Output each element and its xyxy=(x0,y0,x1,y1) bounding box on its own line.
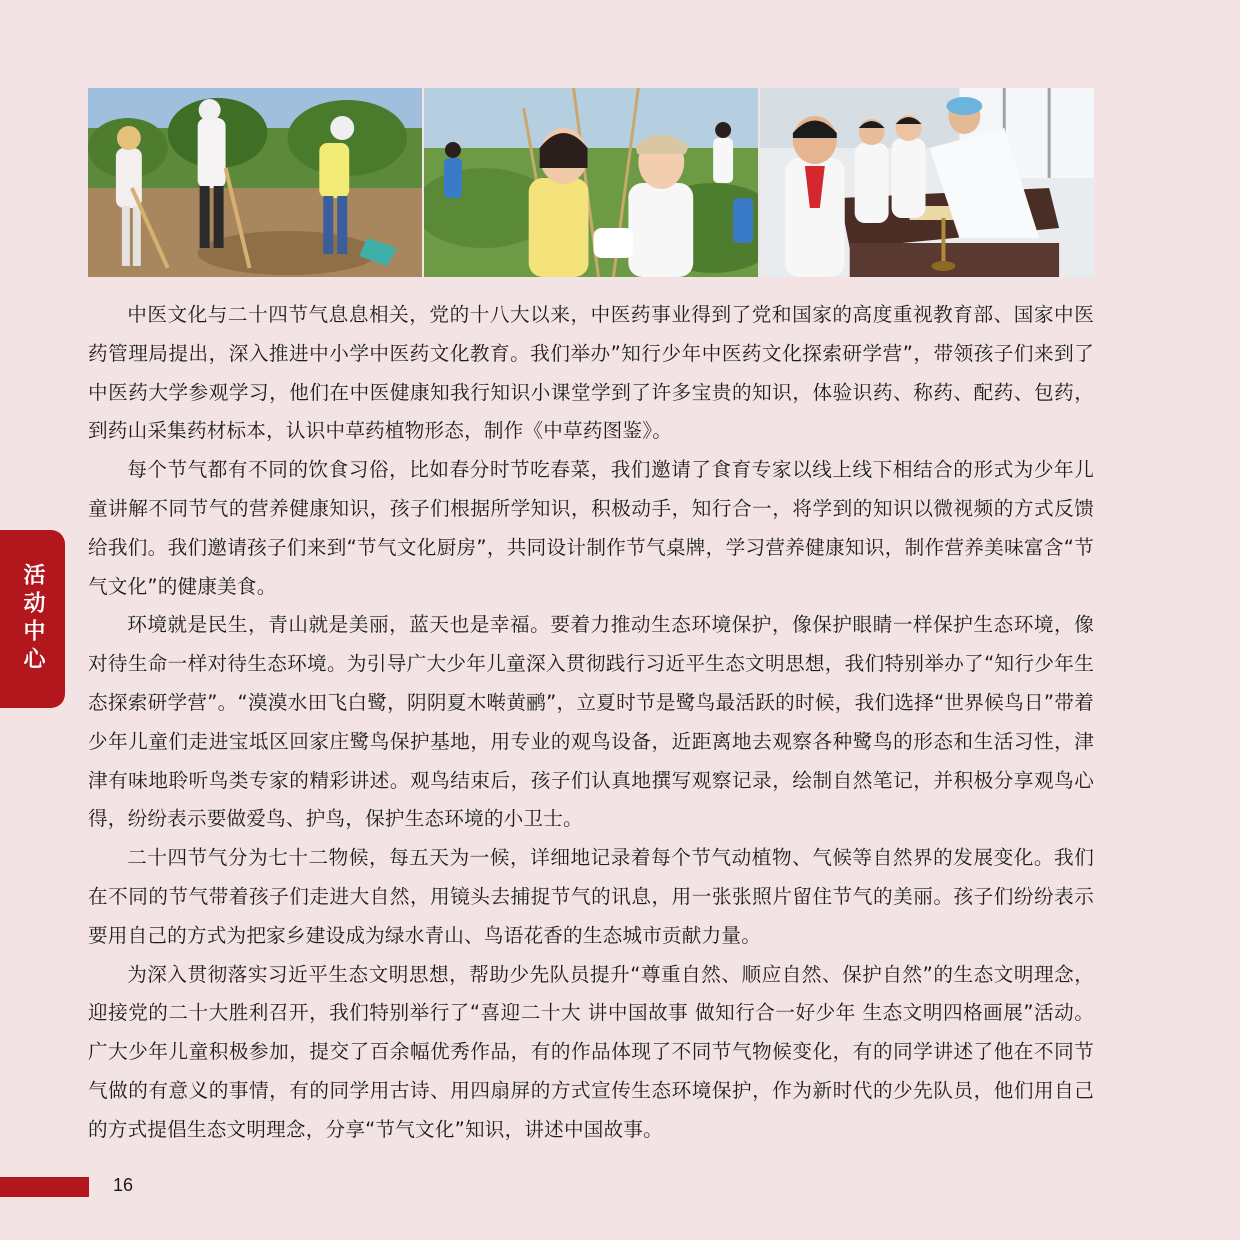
article-paragraph: 每个节气都有不同的饮食习俗，比如春分时节吃春菜，我们邀请了食育专家以线上线下相结合的形式为少年儿童讲解不同节气的营养健康知识，孩子们根据所学知识，积极动手，知行合一，将学到的知识以微视频的方式反馈给我们。我们邀请孩子们来到“节气文化厨房”，共同设计制作节气桌牌，学习营养健康知识，制作营养美味富含“节气文化”的健康美食。 xyxy=(88,458,1094,598)
section-label: 活动中心 xyxy=(20,563,45,675)
article-paragraph: 环境就是民生，青山就是美丽，蓝天也是幸福。要着力推动生态环境保护，像保护眼睛一样保护生态环境，像对待生命一样对待生态环境。为引导广大少年儿童深入贯彻践行习近平生态文明思想，我们特别举办了“知行少年生态探索研学营”。“漠漠水田飞白鹭，阴阴夏木啭黄鹂”，立夏时节是鹭鸟最活跃的时候，我们选择“世界候鸟日”带着少年儿童们走进宝坻区回家庄鹭鸟保护基地，用专业的观鸟设备，近距离地去观察各种鹭鸟的形态和生活习性，津津有味地聆听鸟类专家的精彩讲述。观鸟结束后，孩子们认真地撰写观察记录，绘制自然笔记，并积极分享观鸟心得，纷纷表示要做爱鸟、护鸟，保护生态环境的小卫士。 xyxy=(88,613,1094,831)
photo-digging-orchard xyxy=(88,88,422,277)
photo-strip xyxy=(88,88,1094,277)
article-body xyxy=(88,296,1094,1150)
article-paragraph: 二十四节气分为七十二物候，每五天为一候，详细地记录着每个节气动植物、气候等自然界的发展变化。我们在不同的节气带着孩子们走进大自然，用镜头去捕捉节气的讯息，用一张张照片留住节气的美丽。孩子们纷纷表示要用自己的方式为把家乡建设成为绿水青山、鸟语花香的生态城市贡献力量。 xyxy=(88,846,1094,947)
article-paragraph: 为深入贯彻落实习近平生态文明思想，帮助少先队员提升“尊重自然、顺应自然、保护自然”的生态文明理念，迎接党的二十大胜利召开，我们特别举行了“喜迎二十大 讲中国故事 做知行合一好少年 生态文明四格画展”活动。广大少年儿童积极参加，提交了百余幅优秀作品，有的作品体现了不同节气物候变化，有的同学讲述了他在不同节气做的有意义的事情，有的同学用古诗、用四扇屏的方式宣传生态环境保护，作为新时代的少先队员，他们用自己的方式提倡生态文明理念，分享“节气文化”知识，讲述中国故事。 xyxy=(88,962,1094,1141)
section-side-tab xyxy=(0,530,65,708)
page-number: 16 xyxy=(113,1175,134,1195)
photo-classroom-doctor xyxy=(760,88,1094,277)
article-paragraph: 中医文化与二十四节气息息相关，党的十八大以来，中医药事业得到了党和国家的高度重视教育部、国家中医药管理局提出，深入推进中小学中医药文化教育。我们举办”知行少年中医药文化探索研学营”，带领孩子们来到了中医药大学参观学习，他们在中医健康知我行知识小课堂学到了许多宝贵的知识，体验识药、称药、配药、包药，到药山采集药材标本，认识中草药植物形态，制作《中草药图鉴》。 xyxy=(88,303,1095,443)
footer-accent-bar xyxy=(0,1177,89,1197)
photo-field-stakes xyxy=(424,88,758,277)
